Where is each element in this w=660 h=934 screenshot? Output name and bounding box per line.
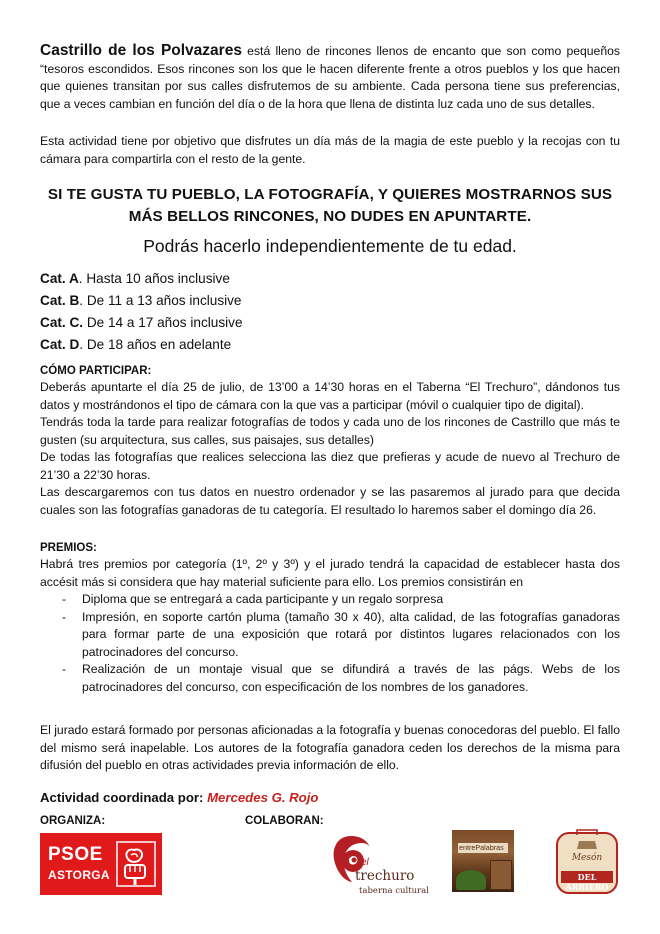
premios-section <box>40 541 620 696</box>
category-code: Cat. B <box>40 293 80 308</box>
trechuro-sub-text: taberna cultural <box>359 886 429 896</box>
premios-list <box>40 591 620 696</box>
trechuro-el-text: el <box>361 857 369 868</box>
premio-text: Realización de un montaje visual que se difundirá a través de las págs. Webs de los patrocinadores del concurso, con especificación de los nombres de los ganadores. <box>82 662 620 694</box>
como-participar-paragraph: Deberás apuntarte el día 25 de julio, de 13’00 a 14’30 horas en el Taberna “El Trechuro”, dándonos tus datos y mostrándonos el tipo de cámara con la que vas a participar (móvil o cualquier tipo de digital). <box>40 380 620 412</box>
psoe-astorga-logo <box>40 833 162 895</box>
intro-paragraph-2: Esta actividad tiene por objetivo que disfrutes un día más de la magia de este pueblo y la recojas con tu cámara para compartirla con el resto de la gente. <box>40 134 620 166</box>
category-desc: . Hasta 10 años inclusive <box>78 271 230 286</box>
premio-text: Diploma que se entregará a cada participante y un regalo sorpresa <box>82 592 444 606</box>
headline: SI TE GUSTA TU PUEBLO, LA FOTOGRAFÍA, Y QUIERES MOSTRARNOS SUS MÁS BELLOS RINCONES, NO DUDES EN APUNTARTE. <box>47 186 613 225</box>
category-code: Cat. C. <box>40 315 84 330</box>
premios-intro: Habrá tres premios por categoría (1º, 2º y 3º) y el jurado tendrá la capacidad de establecer hasta dos accésit más si considera que hay material suficiente para ello. Los premios consistirán en <box>40 557 620 589</box>
entrepalabras-text: entrePalabras <box>459 843 504 852</box>
categories-list <box>40 268 600 356</box>
category-desc: . De 11 a 13 años inclusive <box>79 293 242 308</box>
premio-item <box>40 591 620 609</box>
coordinator-name: Mercedes G. Rojo <box>207 790 319 805</box>
intro-paragraph-1-text: está lleno de rincones llenos de encanto que son como pequeños “tesoros escondidos. Esos rincones son los que le hacen diferente frente a otros pueblos y los que hacen que quienes transitan por sus calles disfrutemos de su ambiente. Cada persona tiene sus preferencias, que a veces cambian en función del día o de la hora que llena de distinta luz cada uno de sus detalles. <box>40 44 620 111</box>
category-item <box>40 290 600 312</box>
como-participar-paragraph: Tendrás toda la tarde para realizar fotografías de todos y cada uno de los rincones de Castrillo que más te gusten (su arquitectura, sus calles, sus paisajes, sus detalles) <box>40 415 620 447</box>
premio-item <box>40 661 620 696</box>
town-name: Castrillo de los Polvazares <box>40 42 242 59</box>
coordination-line <box>40 790 318 805</box>
jurado-paragraph: El jurado estará formado por personas aficionadas a la fotografía y buenas conocedoras del pueblo. El fallo del mismo será inapelable. Los autores de la fotografía ganadora ceden los derechos de la misma para difusión del pueblo en otras actividades previa información de ello. <box>40 723 620 772</box>
category-item <box>40 312 600 334</box>
como-participar-section <box>40 364 620 519</box>
category-item <box>40 268 600 290</box>
colaboran-label: COLABORAN: <box>245 815 324 827</box>
premio-text: Impresión, en soporte cartón pluma (tamaño 30 x 40), alta calidad, de las fotografías ganadoras para formar parte de una exposición que rotará por distintos lugares relacionados con los patrocinadores del concurso. <box>82 609 620 659</box>
category-item <box>40 334 600 356</box>
door-shape <box>490 860 512 890</box>
arriero-top-text: Mesón <box>571 853 603 863</box>
organiza-label: ORGANIZA: <box>40 815 106 827</box>
el-trechuro-logo <box>330 833 440 901</box>
category-code: Cat. A <box>40 271 79 286</box>
bullet-dash: - <box>62 662 67 676</box>
arriero-name-text: DEL ARRIERO <box>565 872 609 892</box>
subheadline: Podrás hacerlo independientemente de tu edad. <box>143 236 517 256</box>
bullet-dash: - <box>62 592 67 606</box>
coordination-label: Actividad coordinada por: <box>40 790 208 805</box>
como-participar-title: CÓMO PARTICIPAR: <box>40 365 152 377</box>
bullet-dash: - <box>62 609 67 624</box>
entrepalabras-logo <box>452 830 514 892</box>
category-desc: De 14 a 17 años inclusive <box>83 315 243 330</box>
plant-shape <box>456 870 486 890</box>
premios-title: PREMIOS: <box>40 542 97 554</box>
psoe-logo-word: PSOE <box>48 844 103 865</box>
meson-del-arriero-logo <box>555 829 619 895</box>
rose-fist-icon <box>114 839 158 889</box>
como-participar-paragraph: De todas las fotografías que realices selecciona las diez que prefieras y acude de nuevo al Trechuro de 21’30 a 22’30 horas. <box>40 450 620 482</box>
trechuro-name-text: trechuro <box>355 868 415 884</box>
category-desc: . De 18 años en adelante <box>79 337 232 352</box>
como-participar-paragraph: Las descargaremos con tus datos en nuestro ordenador y se las pasaremos al jurado para que decida cuales son las fotografías ganadoras de tu categoría. El resultado lo haremos saber el domingo día 26. <box>40 485 620 517</box>
category-code: Cat. D <box>40 337 80 352</box>
intro-paragraph-1 <box>40 42 620 113</box>
premio-item <box>40 609 620 662</box>
psoe-logo-city: ASTORGA <box>48 868 110 882</box>
